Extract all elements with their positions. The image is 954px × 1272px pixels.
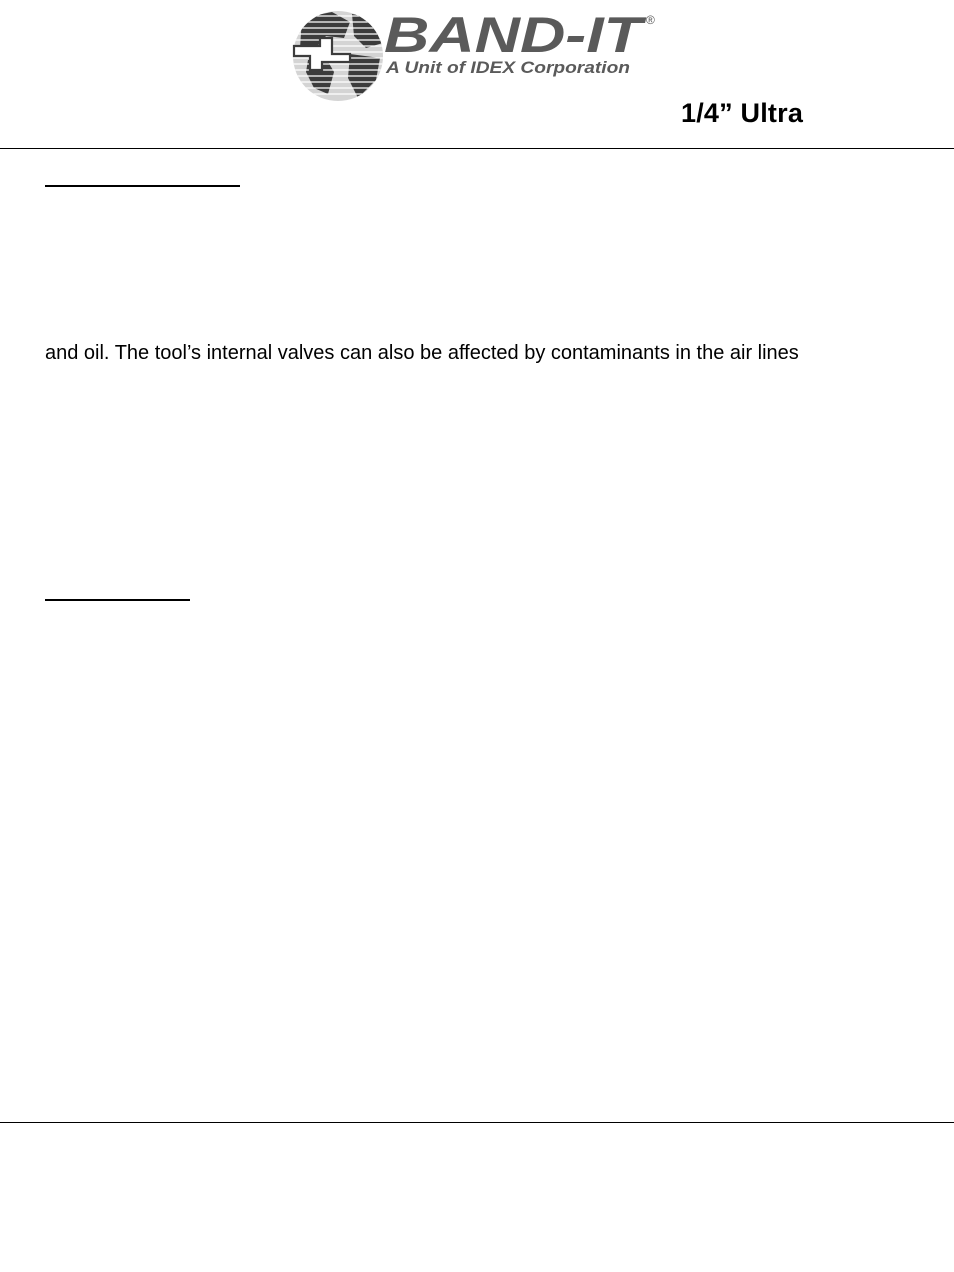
product-title: 1/4” Ultra [681,98,804,128]
section-heading-underline [45,599,190,601]
logo-brand-text: BAND-IT [384,8,648,63]
globe-icon [292,11,392,101]
logo-registered-mark: ® [646,13,655,27]
logo-tagline: A Unit of IDEX Corporation [384,58,630,77]
header-divider [0,148,954,149]
band-it-logo [292,8,662,104]
section-heading-underline [45,185,240,187]
footer-divider [0,1122,954,1123]
paragraph-line: and oil. The tool’s internal valves can also be affected by contaminants in the air lines [45,342,799,364]
